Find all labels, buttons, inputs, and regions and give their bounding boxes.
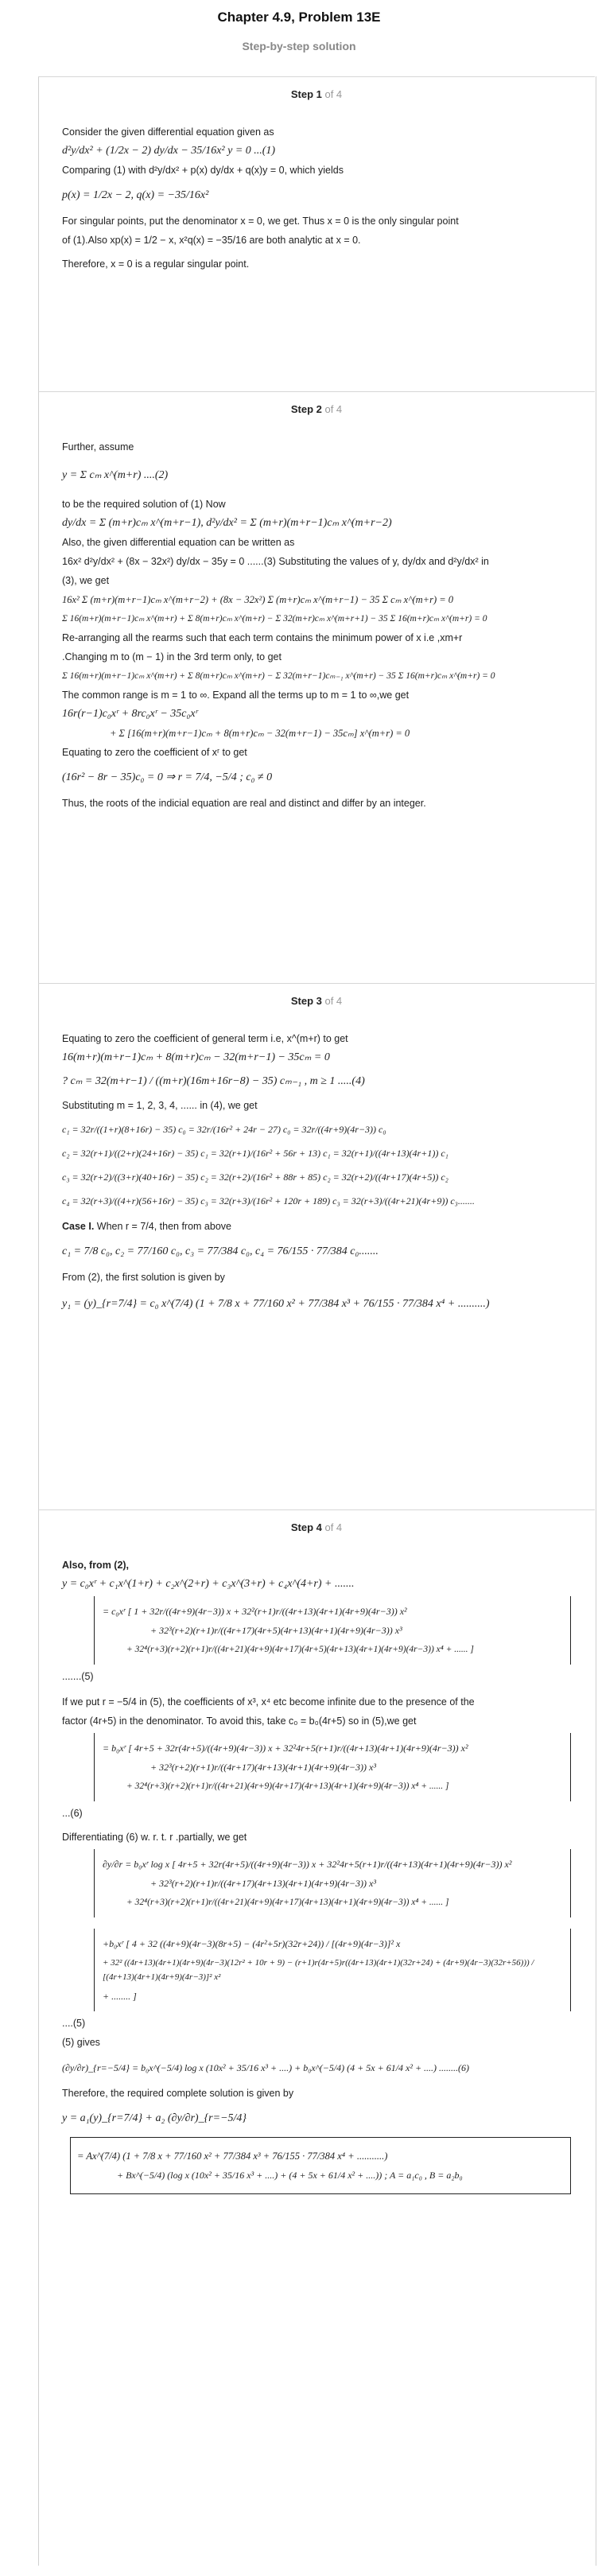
equation: 16r(r−1)c₀xʳ + 8rc₀xʳ − 35c₀xʳ [62,708,198,720]
equation: d²y/dx² + (1/2x − 2) dy/dx − 35/16x² y = 0 ...(1) [62,145,276,157]
step-text: Re-arranging all the rearms such that each term contains the minimum power of x i.e ,xm+r [62,632,463,643]
step-text: The common range is m = 1 to ∞. Expand all the terms up to m = 1 to ∞,we get [62,690,410,701]
step-1-label: Step 1 [290,88,322,100]
step-4-panel [38,1509,595,2566]
step-text: (5) gives [62,2037,100,2048]
case-label: Case I. [62,1221,95,1232]
step-1-panel [38,76,595,372]
step-1-heading [62,77,571,109]
step-text: Equating to zero the coefficient of general term i.e, x^(m+r) to get [62,1033,348,1044]
step-text: Therefore, the required complete solution is given by [62,2088,294,2099]
step-text: Consider the given differential equation given as [62,126,274,138]
equation: + 32³(r+2)(r+1)r/((4r+17)(4r+13)(4r+1)(4r+9)(4r−3)) x³ [150,1762,376,1773]
step-2-panel [38,391,595,964]
step-text: Also, from (2), [62,1560,130,1571]
series-bracket [94,1733,571,1801]
equation: + 32² ((4r+13)(4r+1)(4r+9)(4r−3)(12r² + 10r + 9) − (r+1)r(4r+5)r((4r+13)(4r+1)(32r+24) + (4r+9)(4r−3)(32r+56))) / [(4r+13)(4r+1)(4r+9)(4r−3)]² x² [103,1958,534,1982]
equation: Σ 16(m+r)(m+r−1)cₘ x^(m+r) + Σ 8(m+r)cₘ x^(m+r) − Σ 32(m+r)cₘ x^(m+r+1) − 35 Σ 16(m+r)cₘ x^(m+r) = 0 [62,614,487,624]
step-3-panel [38,983,595,1490]
equation: c₁ = 32r/((1+r)(8+16r) − 35) c₀ = 32r/(16r² + 24r − 27) c₀ = 32r/((4r+9)(4r−3)) c₀ [62,1124,386,1135]
equation: 16(m+r)(m+r−1)cₘ + 8(m+r)cₘ − 32(m+r−1) − 35cₘ = 0 [62,1051,330,1063]
equation: + Bx^(−5/4) (log x (10x² + 35/16 x³ + ....) + (4 + 5x + 61/4 x² + ....)) ; A = a₁c₀ , B = a₂b₀ [117,2170,463,2181]
equation: (16r² − 8r − 35)c₀ = 0 ⇒ r = 7/4, −5/4 ; c₀ ≠ 0 [62,771,273,783]
equation: ? cₘ = 32(m+r−1) / ((m+r)(16m+16r−8) − 35) cₘ₋₁ , m ≥ 1 .....(4) [62,1075,365,1087]
equation: Σ 16(m+r)(m+r−1)cₘ x^(m+r) + Σ 8(m+r)cₘ x^(m+r) − Σ 32(m+r−1)cₘ₋₁ x^(m+r) − 35 Σ 16(m+r)cₘ x^(m+r) = 0 [62,671,495,681]
step-3-label: Step 3 [290,995,322,1007]
equation: + Σ [16(m+r)(m+r−1)cₘ + 8(m+r)cₘ − 32(m+r−1) − 35cₘ] x^(m+r) = 0 [110,728,410,739]
step-text: (3), we get [62,575,110,586]
step-text: of (1).Also xp(x) = 1/2 − x, x²q(x) = −35/16 are both analytic at x = 0. [62,235,361,246]
equation: + 32⁴(r+3)(r+2)(r+1)r/((4r+21)(4r+9)(4r+17)(4r+5)(4r+13)(4r+1)(4r+9)(4r−3)) x⁴ + ...... ] [126,1645,474,1654]
equation: c₄ = 32(r+3)/((4+r)(56+16r) − 35) c₃ = 32(r+3)/(16r² + 120r + 189) c₃ = 32(r+3)/((4r+21)(4r+9)) c₃....... [62,1195,475,1206]
step-text: From (2), the first solution is given by [62,1272,225,1283]
equation: + ........ ] [103,1991,137,2002]
equation: + 32⁴(r+3)(r+2)(r+1)r/((4r+21)(4r+9)(4r+17)(4r+13)(4r+1)(4r+9)(4r−3)) x⁴ + ...... ] [126,1781,449,1791]
equation: = Ax^(7/4) (1 + 7/8 x + 77/160 x² + 77/384 x³ + 76/155 · 77/384 x⁴ + ...........) [77,2151,388,2162]
step-text: Thus, the roots of the indicial equation are real and distinct and differ by an integer. [62,798,426,809]
step-3-of: of 4 [321,995,343,1007]
equation: = b₀xʳ [ 4r+5 + 32r(4r+5)/((4r+9)(4r−3)) x + 32²4r+5(r+1)r/((4r+13)(4r+1)(4r+9)(4r−3)) x² [103,1743,468,1754]
equation: +b₀xʳ [ 4 + 32 ((4r+9)(4r−3)(8r+5) − (4r²+5r)(32r+24)) / [(4r+9)(4r−3)]² x [103,1938,401,1949]
step-text: When r = 7/4, then from above [96,1221,231,1232]
step-text: Comparing (1) with d²y/dx² + p(x) dy/dx + q(x)y = 0, which yields [62,165,344,176]
series-bracket [94,1929,571,2011]
step-text: If we put r = −5/4 in (5), the coefficients of x³, x⁴ etc become infinite due to the presence of the [62,1696,475,1708]
step-text: .Changing m to (m − 1) in the 3rd term only, to get [62,651,282,662]
page-title: Chapter 4.9, Problem 13E [217,10,381,25]
page-header [0,0,598,64]
equation: p(x) = 1/2x − 2, q(x) = −35/16x² [62,189,209,201]
series-bracket [94,1596,571,1665]
step-text: Further, assume [62,441,134,453]
equation: + 32³(r+2)(r+1)r/((4r+17)(4r+5)(4r+13)(4r+1)(4r+9)(4r−3)) x³ [150,1625,402,1636]
step-text: Equating to zero the coefficient of xʳ to get [62,747,247,758]
equation: + 32⁴(r+3)(r+2)(r+1)r/((4r+21)(4r+9)(4r+17)(4r+13)(4r+1)(4r+9)(4r−3)) x⁴ + ...... ] [126,1898,449,1907]
step-4-heading [62,1510,571,1542]
step-text: to be the required solution of (1) Now [62,499,226,510]
equation: c₃ = 32(r+2)/((3+r)(40+16r) − 35) c₂ = 32(r+2)/(16r² + 88r + 85) c₂ = 32(r+2)/((4r+17)(4r+5)) c₂ [62,1171,448,1183]
equation: c₁ = 7/8 c₀, c₂ = 77/160 c₀, c₃ = 77/384 c₀, c₄ = 76/155 · 77/384 c₀....... [62,1245,379,1257]
step-text: Substituting m = 1, 2, 3, 4, ...... in (4), we get [62,1100,258,1111]
step-1-of: of 4 [321,88,343,100]
equation-number: ....(5) [62,2018,86,2029]
equation: y₁ = (y)_{r=7/4} = c₀ x^(7/4) (1 + 7/8 x + 77/160 x² + 77/384 x³ + 76/155 · 77/384 x⁴ + ..........) [62,1298,490,1310]
equation-number: ...(6) [62,1808,83,1819]
series-bracket [94,1849,571,1917]
step-text: Therefore, x = 0 is a regular singular point. [62,258,250,270]
equation: y = a₁(y)_{r=7/4} + a₂ (∂y/∂r)_{r=−5/4} [62,2112,247,2124]
step-2-label: Step 2 [290,403,322,415]
equation: 16x² Σ (m+r)(m+r−1)cₘ x^(m+r−2) + (8x − 32x²) Σ (m+r)cₘ x^(m+r−1) − 35 Σ cₘ x^(m+r) = 0 [62,594,454,605]
step-4-label: Step 4 [290,1521,322,1533]
step-text: Differentiating (6) w. r. t. r .partially, we get [62,1832,247,1843]
step-text: Also, the given differential equation can be written as [62,537,295,548]
equation: y = Σ cₘ x^(m+r) ....(2) [62,469,169,481]
step-text: 16x² d²y/dx² + (8x − 32x²) dy/dx − 35y = 0 ......(3) Substituting the values of y, dy/dx and d²y/dx² in [62,556,489,567]
page-subtitle: Step-by-step solution [242,40,356,52]
final-solution-box [70,2137,571,2194]
equation: = c₀xʳ [ 1 + 32r/((4r+9)(4r−3)) x + 32²(r+1)r/((4r+13)(4r+1)(4r+9)(4r−3)) x² [103,1606,407,1617]
equation-number: .......(5) [62,1671,94,1682]
equation: dy/dx = Σ (m+r)cₘ x^(m+r−1), d²y/dx² = Σ (m+r)(m+r−1)cₘ x^(m+r−2) [62,517,392,529]
equation: (∂y/∂r)_{r=−5/4} = b₀x^(−5/4) log x (10x² + 35/16 x³ + ....) + b₀x^(−5/4) (4 + 5x + 61/4 x² + ....) ........(6) [62,2062,470,2073]
equation: + 32³(r+2)(r+1)r/((4r+17)(4r+13)(4r+1)(4r+9)(4r−3)) x³ [150,1878,376,1889]
step-2-of: of 4 [321,403,343,415]
step-2-heading [62,392,571,424]
equation: ∂y/∂r = b₀xʳ log x [ 4r+5 + 32r(4r+5)/((4r+9)(4r−3)) x + 32²4r+5(r+1)r/((4r+13)(4r+1)(4r+9)(4r−3)) x² [103,1859,512,1870]
step-text: factor (4r+5) in the denominator. To avoid this, take c₀ = b₀(4r+5) so in (5),we get [62,1715,417,1727]
step-text: For singular points, put the denominator x = 0, we get. Thus x = 0 is the only singular point [62,216,459,227]
equation: y = c₀xʳ + c₁x^(1+r) + c₂x^(2+r) + c₃x^(3+r) + c₄x^(4+r) + ....... [62,1578,355,1590]
equation: c₂ = 32(r+1)/((2+r)(24+16r) − 35) c₁ = 32(r+1)/(16r² + 56r + 13) c₁ = 32(r+1)/((4r+13)(4r+1)) c₁ [62,1148,448,1159]
step-4-of: of 4 [321,1521,343,1533]
step-3-heading [62,984,571,1016]
